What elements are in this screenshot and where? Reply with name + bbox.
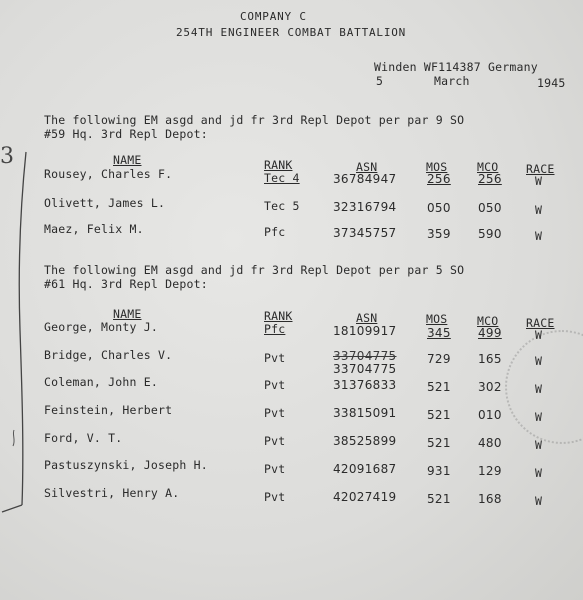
s2-row5-asn: 42091687 [333,462,397,476]
s1-row0-name: Rousey, Charles F. [44,167,173,181]
s2-row2-race: W [535,382,543,396]
s2-row3-mco: 010 [478,408,502,422]
s1-row2-asn: 37345757 [333,226,397,240]
s1-row0-rank: Tec 4 [264,171,300,185]
s2-row2-mco: 302 [478,380,502,394]
date-month: March [434,74,470,88]
s2-row3-name: Feinstein, Herbert [44,403,173,417]
s2-row3-mos: 521 [427,408,451,422]
s2-row1-mco: 165 [478,352,502,366]
s1-row0-mco: 256 [478,172,502,186]
s2-row1-asn: 33704775 [333,362,397,376]
s2-row1-mos: 729 [427,352,451,366]
section2-intro-line2: #61 Hq. 3rd Repl Depot: [44,277,208,291]
s1-col-name: NAME [113,153,142,167]
s2-row2-rank: Pvt [264,378,286,392]
s1-row2-mos: 359 [427,227,451,241]
s2-row6-name: Silvestri, Henry A. [44,486,180,500]
s2-row3-asn: 33815091 [333,406,397,420]
s2-row5-race: W [535,466,543,480]
s1-col-asn: ASN [356,160,378,174]
s1-row1-race: W [535,203,543,217]
s2-col-mos: MOS [426,312,448,326]
company-title: COMPANY C [240,10,307,23]
s2-row6-asn: 42027419 [333,490,397,504]
section2-intro-line1: The following EM asgd and jd fr 3rd Repl Depot per par 5 SO [44,263,465,277]
s2-row2-name: Coleman, John E. [44,375,158,389]
s1-row1-mco: 050 [478,201,502,215]
s2-row5-rank: Pvt [264,462,286,476]
margin-bracket-line [0,150,40,520]
s2-row0-name: George, Monty J. [44,320,158,334]
s2-row6-rank: Pvt [264,490,286,504]
s2-row4-mco: 480 [478,436,502,450]
s2-row5-name: Pastuszynski, Joseph H. [44,458,208,472]
s2-col-race: RACE [526,316,555,330]
s2-row4-rank: Pvt [264,434,286,448]
s2-col-rank: RANK [264,309,293,323]
s1-row2-race: W [535,229,543,243]
s2-row1-race: W [535,354,543,368]
s2-row5-mos: 931 [427,464,451,478]
s1-col-mco: MCO [477,160,499,174]
s2-row2-mos: 521 [427,380,451,394]
s1-row2-rank: Pfc [264,225,286,239]
s1-row0-asn: 36784947 [333,172,397,186]
s1-col-mos: MOS [426,160,448,174]
s2-row0-asn: 18109917 [333,324,397,338]
s2-col-asn: ASN [356,311,378,325]
battalion-title: 254TH ENGINEER COMBAT BATTALION [176,26,407,39]
s1-col-race: RACE [526,162,555,176]
s2-row6-race: W [535,494,543,508]
s1-row1-rank: Tec 5 [264,199,300,213]
s2-row2-asn: 31376833 [333,378,397,392]
s2-row4-mos: 521 [427,436,451,450]
s1-row1-asn: 32316794 [333,200,397,214]
location-line: Winden WF114387 Germany [374,60,538,74]
date-year: 1945 [537,76,566,90]
s1-row0-race: W [535,174,543,188]
s1-row0-mos: 256 [427,172,451,186]
faded-stamp [505,330,583,444]
section1-intro-line1: The following EM asgd and jd fr 3rd Repl Depot per par 9 SO [44,113,465,127]
s2-row0-mos: 345 [427,326,451,340]
s1-row1-mos: 050 [427,201,451,215]
s1-col-rank: RANK [264,158,293,172]
s2-row3-race: W [535,410,543,424]
s2-row4-name: Ford, V. T. [44,431,123,445]
s2-row5-mco: 129 [478,464,502,478]
section1-intro-line2: #59 Hq. 3rd Repl Depot: [44,127,208,141]
s2-row1-rank: Pvt [264,351,286,365]
s2-col-name: NAME [113,307,142,321]
s2-row0-rank: Pfc [264,322,286,336]
s2-row3-rank: Pvt [264,406,286,420]
s2-row1-asn-struck: 33704775 [333,349,397,363]
s2-row6-mco: 168 [478,492,502,506]
s2-row0-mco: 499 [478,326,502,340]
s2-col-mco: MCO [477,314,499,328]
s2-row0-race: W [535,328,543,342]
s1-row2-name: Maez, Felix M. [44,222,144,236]
s2-row1-name: Bridge, Charles V. [44,348,173,362]
s1-row1-name: Olivett, James L. [44,196,166,210]
margin-note: 3 [0,144,15,169]
s2-row6-mos: 521 [427,492,451,506]
s2-row4-race: W [535,438,543,452]
s2-row4-asn: 38525899 [333,434,397,448]
s1-row2-mco: 590 [478,227,502,241]
date-day: 5 [376,74,384,88]
